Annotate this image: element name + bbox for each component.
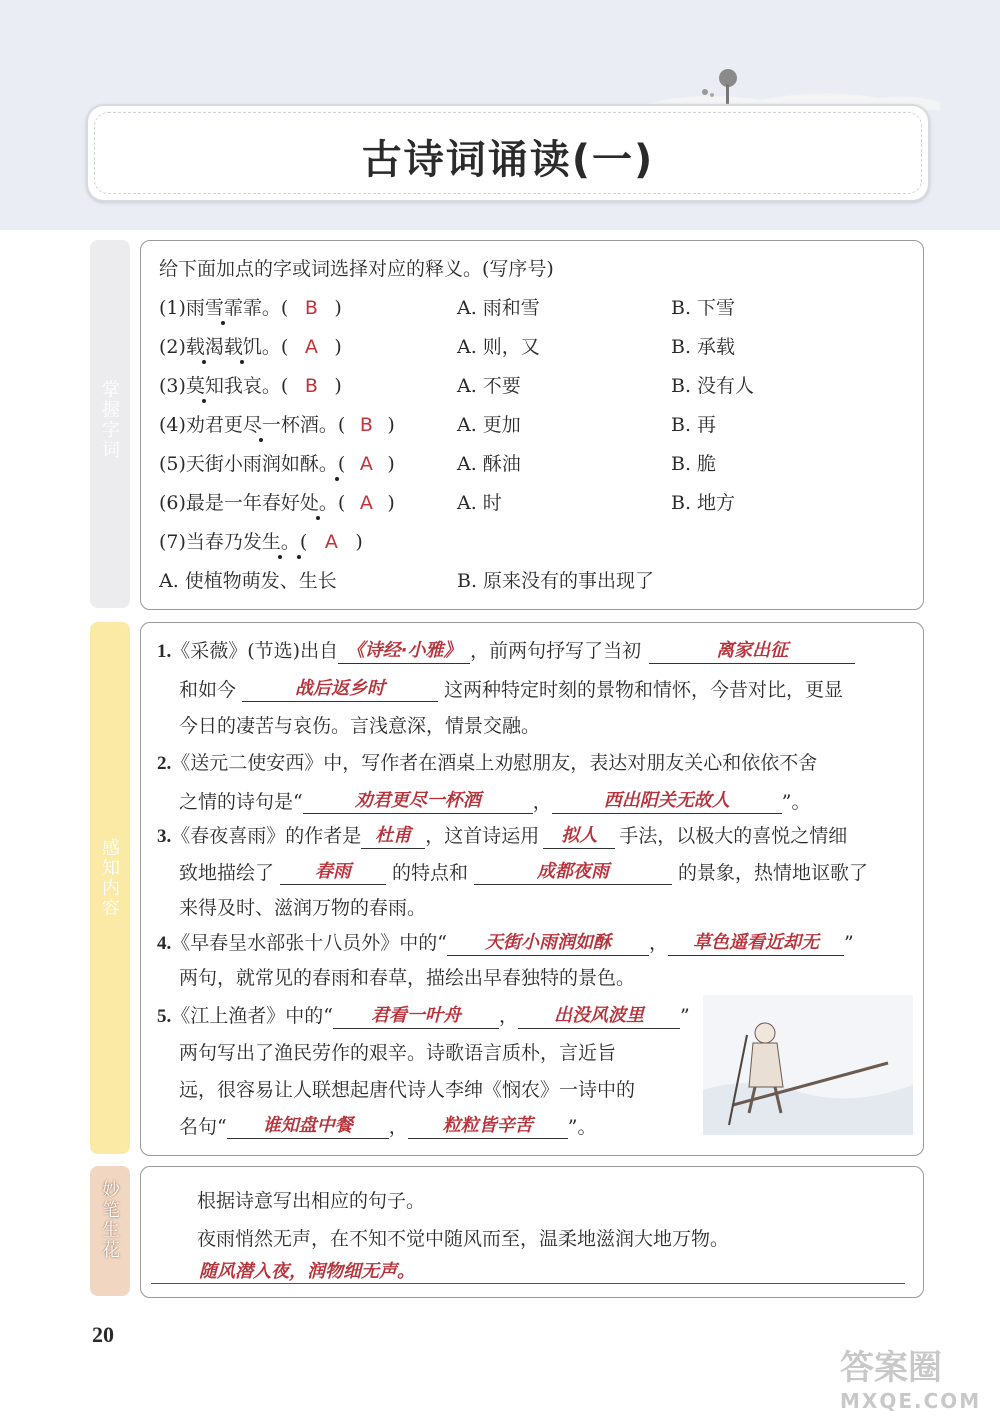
text: 这两种特定时刻的景物和情怀，今昔对比，更显 bbox=[444, 679, 844, 701]
question-text: (5)天街小雨润如酥。( bbox=[159, 453, 346, 475]
question-5-line-2: 两句写出了渔民劳作的艰辛。诗歌语言质朴，言近旨 bbox=[179, 1042, 617, 1064]
answer-blank: 草色遥看近却无 bbox=[668, 931, 844, 956]
title-card bbox=[86, 104, 930, 202]
text: 《早春呈水部张十八员外》中的“ bbox=[171, 932, 447, 954]
option-a: A. 时 bbox=[457, 492, 502, 514]
answer-blank: 春雨 bbox=[280, 860, 386, 885]
question-1-line-2 bbox=[179, 677, 843, 702]
paren-close: ) bbox=[355, 531, 363, 553]
question-5-line-3: 远，很容易让人联想起唐代诗人李绅《悯农》一诗中的 bbox=[179, 1079, 636, 1101]
paren-close: ) bbox=[334, 297, 342, 319]
question-3-line-3: 来得及时、滋润万物的春雨。 bbox=[179, 897, 427, 919]
question-text: (4)劝君更尽一杯酒。( bbox=[159, 414, 346, 436]
question-row bbox=[159, 296, 342, 320]
option-a: A. 则，又 bbox=[457, 336, 540, 358]
text: 和如今 bbox=[179, 679, 237, 701]
page-title: 古诗词诵读(一) bbox=[361, 137, 655, 183]
emphasis-dot bbox=[221, 321, 225, 325]
emphasis-dot bbox=[297, 555, 301, 559]
question-row bbox=[159, 452, 395, 476]
question-row bbox=[159, 413, 395, 437]
emphasis-dot bbox=[278, 555, 282, 559]
answer-mark: A bbox=[304, 336, 318, 358]
text: ， bbox=[388, 1116, 408, 1138]
question-1-line-1 bbox=[157, 639, 855, 664]
emphasis-dot bbox=[202, 399, 206, 403]
answer-blank: 天街小雨润如酥 bbox=[447, 931, 649, 956]
text: 《春夜喜雨》的作者是 bbox=[171, 825, 362, 847]
option-a: A. 使植物萌发、生长 bbox=[159, 570, 337, 592]
writing-box bbox=[140, 1166, 924, 1298]
writing-source-text: 夜雨悄然无声，在不知不觉中随风而至，温柔地滋润大地万物。 bbox=[197, 1228, 730, 1250]
option-b: B. 承载 bbox=[671, 336, 736, 358]
option-b: B. 没有人 bbox=[671, 375, 755, 397]
answer-mark: A bbox=[359, 453, 373, 475]
section-tab-writing bbox=[90, 1166, 130, 1296]
text: 名句“ bbox=[179, 1116, 227, 1138]
text: ， bbox=[648, 932, 668, 954]
text: 的景象，热情地讴歌了 bbox=[678, 862, 869, 884]
answer-blank: 出没风波里 bbox=[518, 1004, 680, 1029]
option-a: A. 更加 bbox=[457, 414, 521, 436]
answer-mark: B bbox=[359, 414, 373, 436]
answer-blank: 战后返乡时 bbox=[242, 677, 438, 702]
text: ，前两句抒写了当初 bbox=[470, 640, 642, 662]
question-4-line-2: 两句，就常见的春雨和春草，描绘出早春独特的景色。 bbox=[179, 967, 636, 989]
option-b: B. 再 bbox=[671, 414, 717, 436]
question-5-line-1 bbox=[157, 1004, 690, 1029]
question-text: (7)当春乃发生。( bbox=[159, 531, 308, 553]
question-text: (2)载渴载饥。( bbox=[159, 336, 289, 358]
option-b: B. 原来没有的事出现了 bbox=[457, 570, 655, 592]
page-number: 20 bbox=[92, 1322, 114, 1347]
question-row bbox=[159, 530, 363, 554]
section-tab-label: 感知内容 bbox=[99, 838, 120, 918]
question-text: (1)雨雪霏霏。( bbox=[159, 297, 289, 319]
content-box bbox=[140, 622, 924, 1156]
question-3-line-2 bbox=[179, 860, 868, 885]
question-row bbox=[159, 335, 342, 359]
question-2-line-2 bbox=[179, 789, 810, 814]
text: 致地描绘了 bbox=[179, 862, 275, 884]
answer-blank: 君看一叶舟 bbox=[333, 1004, 499, 1029]
option-b: B. 脆 bbox=[671, 453, 717, 475]
fisherman-illustration-icon bbox=[703, 995, 913, 1135]
section-tab-vocab bbox=[90, 240, 130, 608]
answer-blank: 成都夜雨 bbox=[474, 860, 672, 885]
question-1-line-3: 今日的凄苦与哀伤。言浅意深，情景交融。 bbox=[179, 715, 541, 737]
watermark-url: MXQE.COM bbox=[840, 1389, 982, 1413]
option-a: A. 酥油 bbox=[457, 453, 521, 475]
text: 之情的诗句是“ bbox=[179, 791, 303, 813]
vocab-box bbox=[140, 240, 924, 610]
question-3-line-1 bbox=[157, 824, 847, 849]
text: ，这首诗运用 bbox=[425, 825, 540, 847]
section-tab-content bbox=[90, 622, 130, 1154]
answer-blank: 拟人 bbox=[543, 824, 615, 849]
answer-line bbox=[151, 1259, 905, 1284]
instruction-text: 给下面加点的字或词选择对应的释义。(写序号) bbox=[159, 258, 554, 280]
question-number: 3. bbox=[157, 826, 172, 847]
answer-blank: 《诗经·小雅》 bbox=[338, 639, 470, 664]
answer-mark: A bbox=[359, 492, 373, 514]
option-b: B. 地方 bbox=[671, 492, 736, 514]
paren-close: ) bbox=[334, 336, 342, 358]
answer-blank: 劝君更尽一杯酒 bbox=[303, 789, 533, 814]
writing-prompt: 根据诗意写出相应的句子。 bbox=[197, 1190, 426, 1212]
text: 《江上渔者》中的“ bbox=[171, 1005, 333, 1027]
text: 的特点和 bbox=[392, 862, 469, 884]
option-a: A. 雨和雪 bbox=[457, 297, 540, 319]
emphasis-dot bbox=[259, 438, 263, 442]
question-row bbox=[159, 374, 342, 398]
option-b: B. 下雪 bbox=[671, 297, 736, 319]
text: ”。 bbox=[781, 791, 811, 813]
paren-close: ) bbox=[387, 492, 395, 514]
answer-blank: 西出阳关无故人 bbox=[552, 789, 782, 814]
question-text: (3)莫知我哀。( bbox=[159, 375, 289, 397]
answer-blank: 谁知盘中餐 bbox=[227, 1114, 389, 1139]
text: ， bbox=[498, 1005, 518, 1027]
answer-mark: A bbox=[324, 531, 338, 553]
question-text: (6)最是一年春好处。( bbox=[159, 492, 346, 514]
question-row bbox=[159, 491, 395, 515]
emphasis-dot bbox=[335, 477, 339, 481]
answer-mark: B bbox=[304, 297, 318, 319]
paren-close: ) bbox=[334, 375, 342, 397]
question-number: 5. bbox=[157, 1006, 172, 1027]
text: ， bbox=[532, 791, 552, 813]
text: ” bbox=[843, 932, 854, 954]
emphasis-dot bbox=[202, 360, 206, 364]
answer-blank: 粒粒皆辛苦 bbox=[408, 1114, 568, 1139]
section-tab-label: 掌握字词 bbox=[99, 380, 120, 460]
option-a: A. 不要 bbox=[457, 375, 521, 397]
question-number: 1. bbox=[157, 641, 172, 662]
answer-blank: 杜甫 bbox=[361, 824, 425, 849]
text: ” bbox=[679, 1005, 690, 1027]
question-number: 4. bbox=[157, 933, 172, 954]
paren-close: ) bbox=[387, 414, 395, 436]
question-2-line-1 bbox=[157, 751, 817, 776]
emphasis-dot bbox=[240, 360, 244, 364]
text: 《采薇》(节选)出自 bbox=[171, 640, 339, 662]
watermark-text: 答案圈 bbox=[840, 1348, 942, 1388]
text: 《送元二使安西》中，写作者在酒桌上劝慰朋友，表达对朋友关心和依依不舍 bbox=[171, 752, 818, 774]
emphasis-dot bbox=[316, 516, 320, 520]
paren-close: ) bbox=[387, 453, 395, 475]
watermark-logo bbox=[840, 1340, 981, 1413]
text: ”。 bbox=[567, 1116, 597, 1138]
question-5-line-4 bbox=[179, 1114, 596, 1139]
answer-blank: 离家出征 bbox=[649, 639, 855, 664]
question-4-line-1 bbox=[157, 931, 854, 956]
question-number: 2. bbox=[157, 753, 172, 774]
text: 手法，以极大的喜悦之情细 bbox=[619, 825, 848, 847]
section-tab-label: 妙笔生花 bbox=[99, 1180, 120, 1260]
writing-answer: 随风潜入夜，润物细无声。 bbox=[199, 1261, 415, 1282]
tree-scenery-icon bbox=[640, 60, 940, 110]
answer-mark: B bbox=[304, 375, 318, 397]
